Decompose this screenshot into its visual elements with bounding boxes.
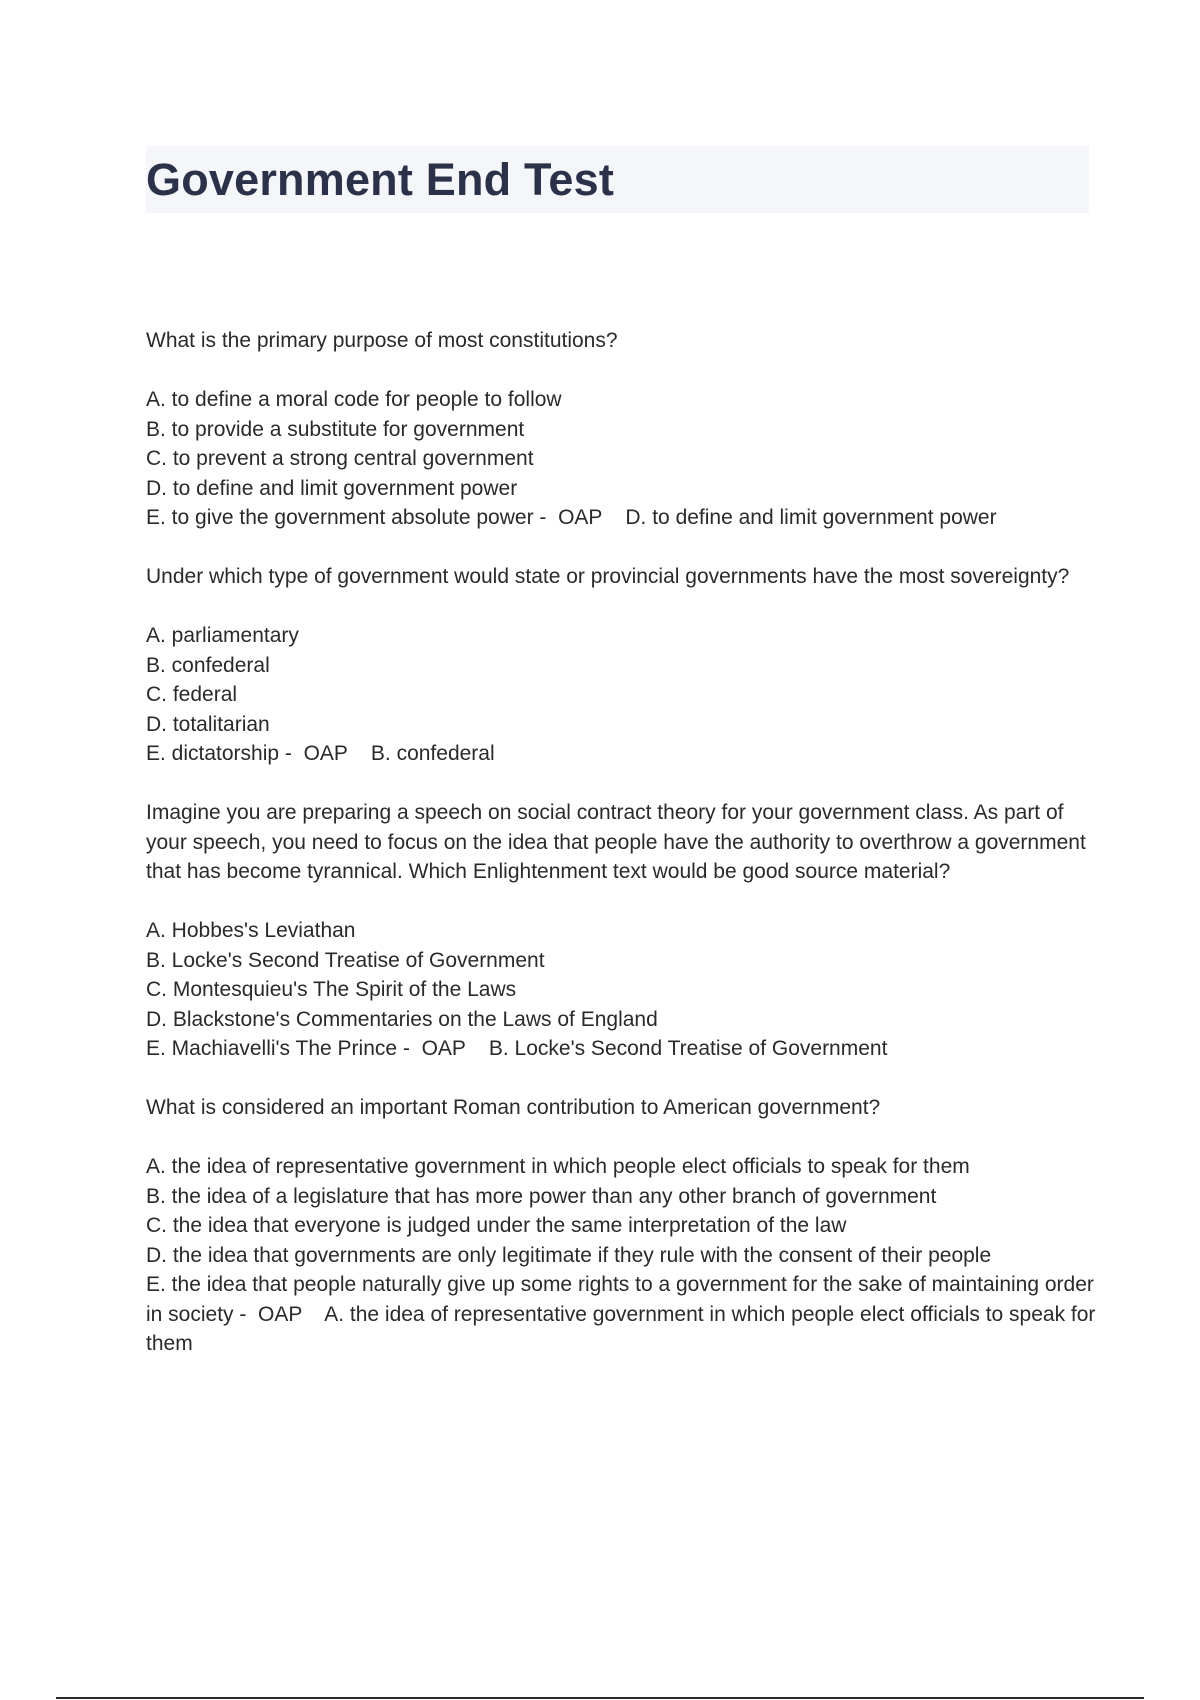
- option-a: A. the idea of representative government in which people elect officials to speak for them: [146, 1155, 970, 1178]
- option-b: B. to provide a substitute for government: [146, 417, 525, 441]
- option-d: D. totalitarian: [146, 712, 270, 736]
- option-e-with-answer: [146, 1034, 1096, 1064]
- question-1: [146, 326, 1096, 533]
- option-e-with-answer: [146, 739, 1096, 769]
- option-e: E. Machiavelli's The Prince -: [146, 1037, 410, 1060]
- option-list: [146, 385, 1096, 533]
- question-2: [146, 562, 1096, 769]
- question-4: [146, 1093, 1096, 1359]
- option-d: D. to define and limit government power: [146, 476, 518, 500]
- option-b: B. Locke's Second Treatise of Government: [146, 948, 545, 972]
- answer-text: B. Locke's Second Treatise of Government: [488, 1037, 888, 1060]
- option-c: C. federal: [146, 683, 238, 706]
- option-a: A. parliamentary: [146, 624, 299, 647]
- answer-text: A. the idea of representative government in which people elect officials to speak for them: [146, 1302, 1096, 1355]
- option-a: A. to define a moral code for people to follow: [146, 388, 562, 411]
- option-e: E. the idea that people naturally give up some rights to a government for the sake of maintaining order in society -: [146, 1273, 1094, 1326]
- option-list: [146, 621, 1096, 769]
- question-3: [146, 798, 1096, 1064]
- question-text: What is the primary purpose of most constitutions?: [146, 329, 618, 352]
- answer-prefix: OAP: [303, 742, 348, 765]
- option-c: C. Montesquieu's The Spirit of the Laws: [146, 978, 517, 1001]
- option-c: C. to prevent a strong central government: [146, 447, 534, 470]
- option-list: [146, 916, 1096, 1064]
- option-e: E. to give the government absolute power -: [146, 506, 547, 529]
- option-e: E. dictatorship -: [146, 742, 292, 765]
- question-text: What is considered an important Roman contribution to American government?: [146, 1096, 881, 1119]
- page-bottom-rule: [56, 1697, 1144, 1699]
- option-a: A. Hobbes's Leviathan: [146, 919, 356, 942]
- answer-prefix: OAP: [421, 1037, 466, 1060]
- option-c: C. the idea that everyone is judged under the same interpretation of the law: [146, 1214, 847, 1237]
- answer-prefix: OAP: [258, 1302, 303, 1326]
- option-list: [146, 1152, 1096, 1359]
- option-b: B. the idea of a legislature that has more power than any other branch of government: [146, 1184, 937, 1208]
- document-title: Government End Test: [146, 154, 615, 205]
- option-d: D. Blackstone's Commentaries on the Laws of England: [146, 1007, 658, 1031]
- answer-text: B. confederal: [370, 742, 495, 765]
- option-d: D. the idea that governments are only legitimate if they rule with the consent of their people: [146, 1243, 992, 1267]
- answer-prefix: OAP: [558, 506, 603, 529]
- question-text: Imagine you are preparing a speech on social contract theory for your government class. As part of your speech, you need to focus on the idea that people have the authority to overthrow a government that has become tyrannical. Which Enlightenment text would be good source material?: [146, 801, 1086, 883]
- option-e-with-answer: [146, 1270, 1096, 1359]
- question-text: Under which type of government would state or provincial governments have the most sovereignty?: [146, 565, 1070, 588]
- answer-text: D. to define and limit government power: [625, 506, 997, 529]
- option-e-with-answer: [146, 503, 1096, 533]
- option-b: B. confederal: [146, 653, 270, 677]
- question-list: [146, 326, 1096, 1388]
